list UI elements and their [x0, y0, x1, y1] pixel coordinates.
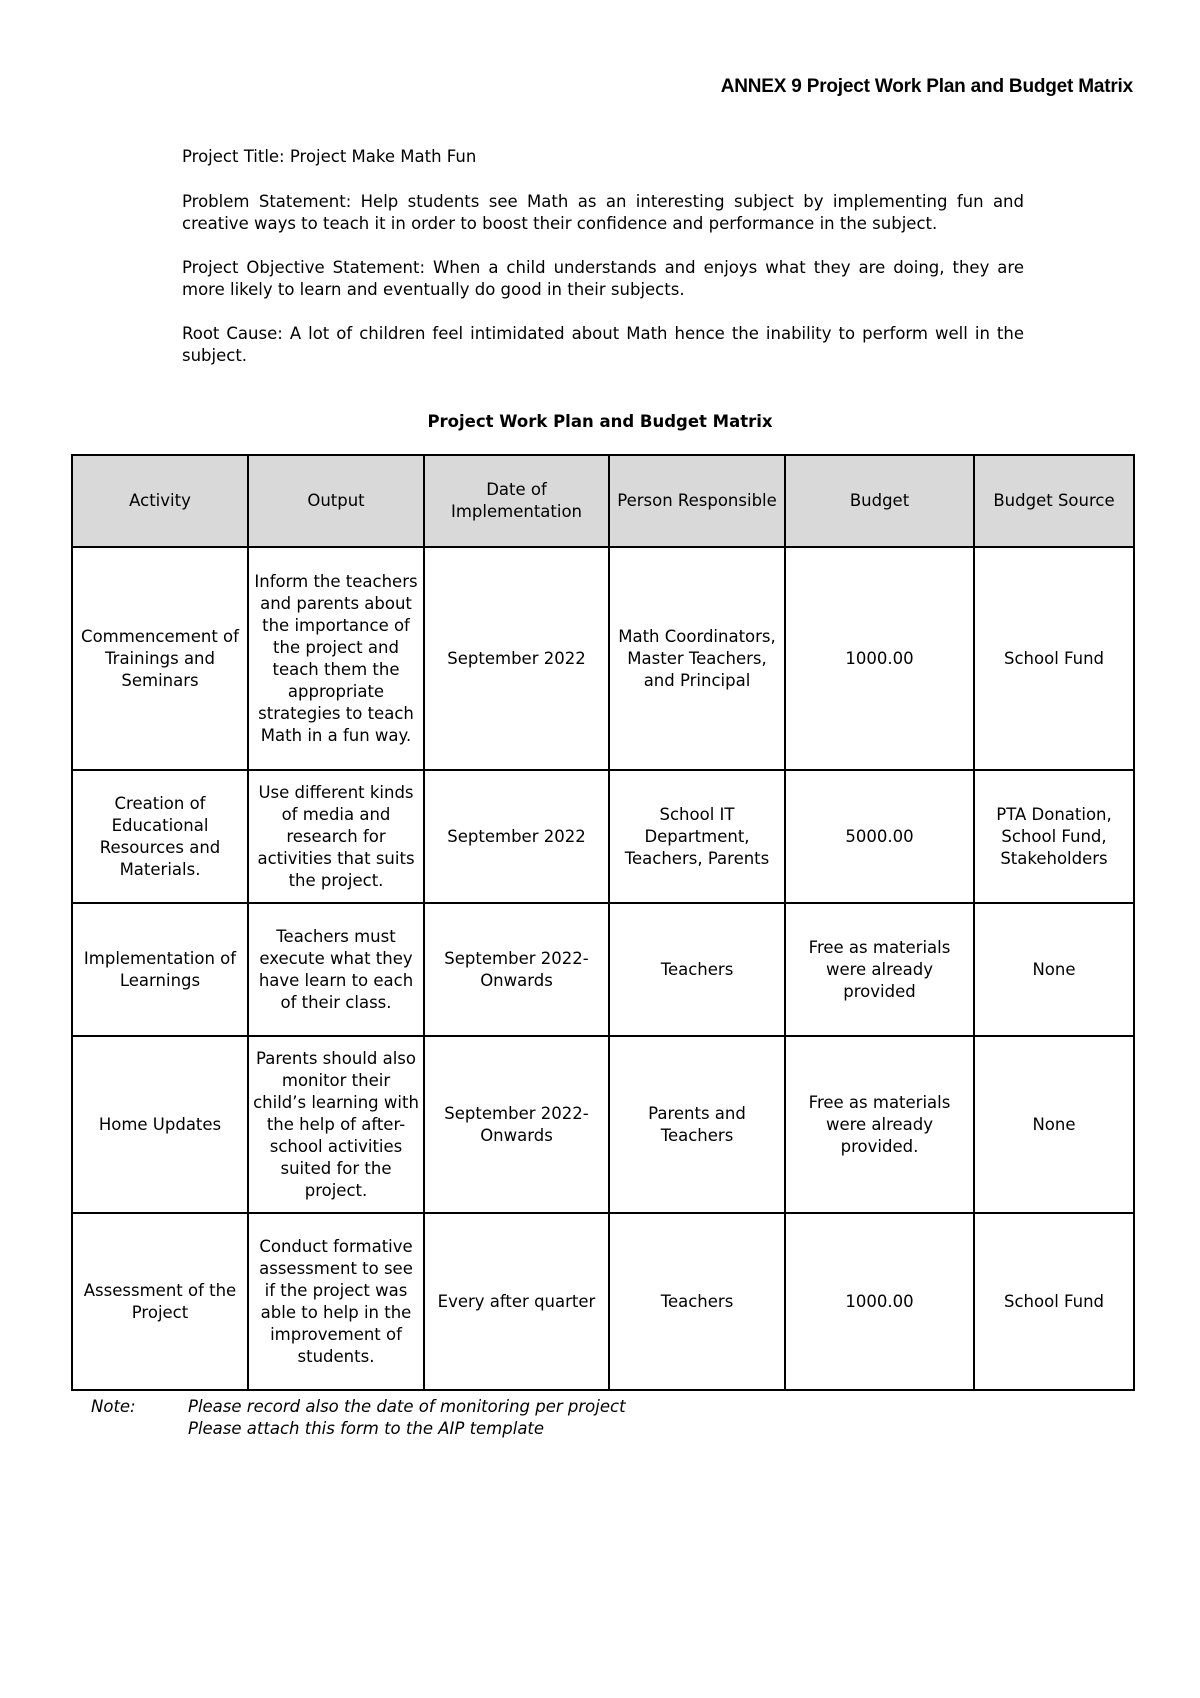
- objective-statement: Project Objective Statement: When a child understands and enjoys what they are doing, they are more likely to learn and eventually do good in their subjects.: [182, 258, 1024, 299]
- table-row: [72, 547, 1134, 770]
- cell-budget-source: School Fund: [974, 1213, 1134, 1390]
- note-label: Note:: [91, 1397, 136, 1416]
- header-activity: Activity: [72, 455, 248, 547]
- note-text-1: Please record also the date of monitoring per project: [188, 1397, 626, 1416]
- cell-activity: Creation of Educational Resources and Materials.: [72, 770, 248, 903]
- cell-date: September 2022: [424, 547, 609, 770]
- cell-budget-source: None: [974, 903, 1134, 1036]
- cell-output: Parents should also monitor their child’s learning with the help of after-school activities suited for the project.: [248, 1036, 424, 1213]
- header-date: Date of Implementation: [424, 455, 609, 547]
- cell-activity: Commencement of Trainings and Seminars: [72, 547, 248, 770]
- cell-date: September 2022-Onwards: [424, 1036, 609, 1213]
- cell-person: School IT Department, Teachers, Parents: [609, 770, 785, 903]
- table-row: [72, 903, 1134, 1036]
- cell-person: Math Coordinators, Master Teachers, and Principal: [609, 547, 785, 770]
- cell-budget: 1000.00: [785, 1213, 974, 1390]
- cell-budget-source: None: [974, 1036, 1134, 1213]
- table-row: [72, 770, 1134, 903]
- cell-person: Teachers: [609, 1213, 785, 1390]
- note-line-2: [91, 1418, 626, 1440]
- header-output: Output: [248, 455, 424, 547]
- note-line-1: [91, 1396, 626, 1418]
- table-row: [72, 1036, 1134, 1213]
- cell-activity: Assessment of the Project: [72, 1213, 248, 1390]
- cell-date: September 2022: [424, 770, 609, 903]
- cell-output: Conduct formative assessment to see if the project was able to help in the improvement of students.: [248, 1213, 424, 1390]
- root-cause: Root Cause: A lot of children feel intimidated about Math hence the inability to perform well in the subject.: [182, 324, 1024, 365]
- cell-activity: Home Updates: [72, 1036, 248, 1213]
- note-text-2: Please attach this form to the AIP template: [188, 1419, 545, 1438]
- work-plan-table: [71, 454, 1135, 1391]
- table-row: [72, 1213, 1134, 1390]
- table-header-row: [72, 455, 1134, 547]
- problem-statement: Problem Statement: Help students see Math as an interesting subject by implementing fun and creative ways to teach it in order to boost their confidence and performance in the subject.: [182, 192, 1024, 233]
- cell-output: Inform the teachers and parents about the importance of the project and teach them the appropriate strategies to teach Math in a fun way.: [248, 547, 424, 770]
- header-person: Person Responsible: [609, 455, 785, 547]
- cell-budget-source: PTA Donation, School Fund, Stakeholders: [974, 770, 1134, 903]
- intro-section: [182, 146, 1024, 389]
- cell-budget-source: School Fund: [974, 547, 1134, 770]
- cell-budget: Free as materials were already provided.: [785, 1036, 974, 1213]
- matrix-title: Project Work Plan and Budget Matrix: [427, 412, 773, 431]
- cell-date: September 2022-Onwards: [424, 903, 609, 1036]
- cell-date: Every after quarter: [424, 1213, 609, 1390]
- cell-person: Parents and Teachers: [609, 1036, 785, 1213]
- header-budget: Budget: [785, 455, 974, 547]
- cell-budget: Free as materials were already provided: [785, 903, 974, 1036]
- cell-budget: 1000.00: [785, 547, 974, 770]
- annex-title: ANNEX 9 Project Work Plan and Budget Matrix: [720, 76, 1133, 97]
- cell-output: Use different kinds of media and research for activities that suits the project.: [248, 770, 424, 903]
- cell-output: Teachers must execute what they have learn to each of their class.: [248, 903, 424, 1036]
- header-budget-source: Budget Source: [974, 455, 1134, 547]
- project-title: Project Title: Project Make Math Fun: [182, 147, 477, 166]
- cell-activity: Implementation of Learnings: [72, 903, 248, 1036]
- cell-budget: 5000.00: [785, 770, 974, 903]
- cell-person: Teachers: [609, 903, 785, 1036]
- note-section: [91, 1396, 626, 1440]
